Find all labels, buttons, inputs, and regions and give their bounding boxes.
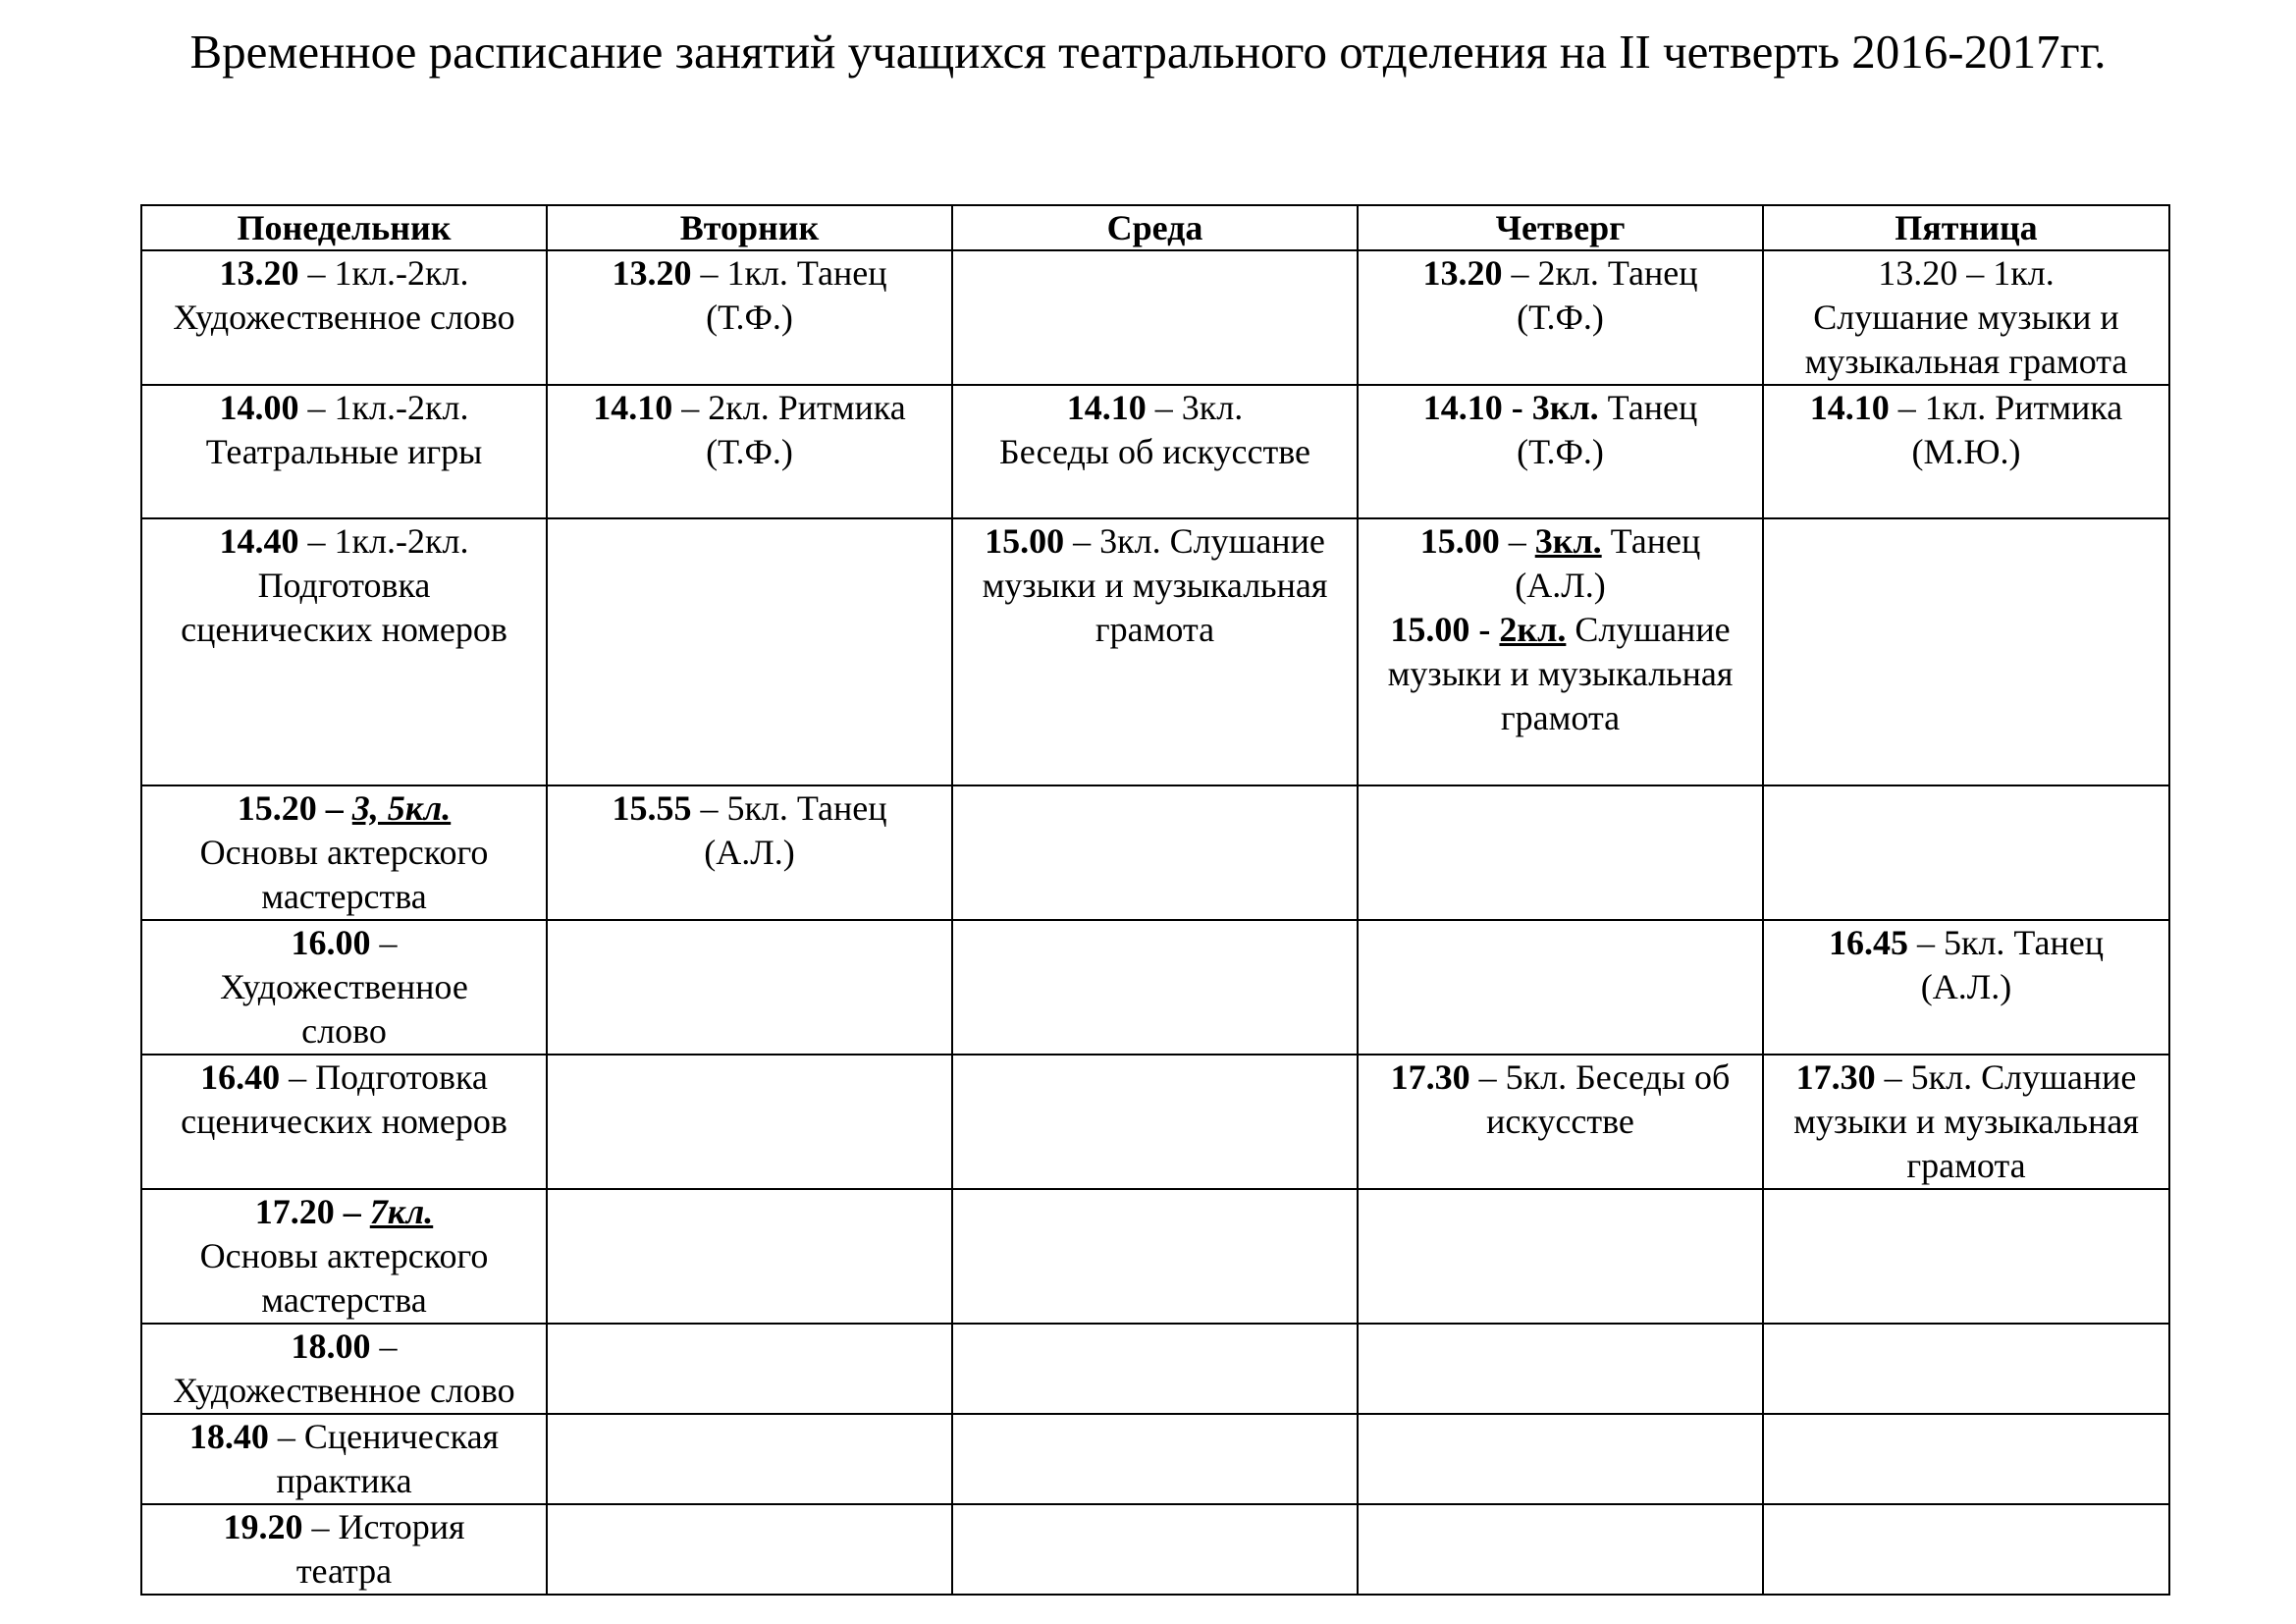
cell-mon bbox=[141, 385, 547, 518]
lesson-text: грамота bbox=[1095, 610, 1215, 649]
table-row bbox=[141, 250, 2169, 385]
day-header-thursday: Четверг bbox=[1358, 205, 1763, 250]
cell-wed bbox=[952, 1414, 1358, 1504]
lesson-text: – 5кл. Танец bbox=[1907, 923, 2105, 962]
table-row bbox=[141, 1324, 2169, 1414]
lesson-text: – Подготовка bbox=[280, 1057, 488, 1097]
cell-fri bbox=[1763, 385, 2169, 518]
lesson-text: искусстве bbox=[1486, 1102, 1634, 1141]
table-row bbox=[141, 1414, 2169, 1504]
cell-thu bbox=[1358, 1504, 1763, 1595]
day-header-tuesday: Вторник bbox=[547, 205, 952, 250]
teacher: (Т.Ф.) bbox=[1517, 298, 1604, 337]
cell-fri bbox=[1763, 250, 2169, 385]
lesson-text: музыки и музыкальная bbox=[1793, 1102, 2139, 1141]
lesson-text: Художественное bbox=[220, 967, 468, 1006]
cell-fri bbox=[1763, 1504, 2169, 1595]
cell-thu bbox=[1358, 1055, 1763, 1189]
lesson-text: грамота bbox=[1906, 1146, 2026, 1185]
time: 15.00 - bbox=[1390, 610, 1500, 649]
teacher: (А.Л.) bbox=[704, 833, 795, 872]
table-row bbox=[141, 1055, 2169, 1189]
cell-mon bbox=[141, 518, 547, 785]
class-label: 7кл. bbox=[369, 1192, 434, 1231]
table-row bbox=[141, 518, 2169, 785]
cell-tue bbox=[547, 920, 952, 1055]
lesson-text: театра bbox=[295, 1551, 393, 1591]
lesson-text: мастерства bbox=[261, 1280, 427, 1320]
time: 17.30 bbox=[1390, 1057, 1470, 1097]
lesson-text: Художественное слово bbox=[173, 1371, 515, 1410]
lesson-text: музыкальная грамота bbox=[1804, 342, 2128, 381]
cell-wed bbox=[952, 518, 1358, 785]
lesson-text: – История bbox=[302, 1507, 465, 1546]
cell-mon bbox=[141, 1414, 547, 1504]
time: 13.20 bbox=[612, 253, 692, 293]
lesson-text: – bbox=[1499, 521, 1535, 561]
time: 13.20 bbox=[1422, 253, 1503, 293]
lesson-text: – 3кл. bbox=[1146, 388, 1244, 427]
day-header-wednesday: Среда bbox=[952, 205, 1358, 250]
cell-mon bbox=[141, 250, 547, 385]
table-row bbox=[141, 1189, 2169, 1324]
time: 16.40 bbox=[200, 1057, 281, 1097]
lesson-text: Танец bbox=[1598, 388, 1698, 427]
cell-tue bbox=[547, 385, 952, 518]
lesson-text: – 5кл. Беседы об bbox=[1469, 1057, 1731, 1097]
cell-thu bbox=[1358, 250, 1763, 385]
page-title: Временное расписание занятий учащихся театрального отделения на II четверть 2016-2017гг. bbox=[189, 25, 2107, 79]
cell-fri bbox=[1763, 1189, 2169, 1324]
time: 15.00 bbox=[985, 521, 1065, 561]
lesson-text: – bbox=[370, 1326, 398, 1366]
cell-tue bbox=[547, 518, 952, 785]
cell-mon bbox=[141, 920, 547, 1055]
time: 14.10 - 3кл. bbox=[1422, 388, 1599, 427]
time: 18.40 bbox=[188, 1417, 269, 1456]
cell-wed bbox=[952, 1324, 1358, 1414]
lesson-text: практика bbox=[276, 1461, 412, 1500]
teacher: (А.Л.) bbox=[1920, 967, 2012, 1006]
cell-wed bbox=[952, 920, 1358, 1055]
time: 18.00 bbox=[291, 1326, 371, 1366]
cell-mon bbox=[141, 1504, 547, 1595]
cell-fri bbox=[1763, 920, 2169, 1055]
cell-mon bbox=[141, 1189, 547, 1324]
lesson-text: Слушание музыки и bbox=[1813, 298, 2119, 337]
lesson-text: – Сценическая bbox=[268, 1417, 500, 1456]
teacher: (М.Ю.) bbox=[1911, 432, 2021, 471]
lesson-text: сценических номеров bbox=[181, 1102, 507, 1141]
lesson-text: – 1кл. Ритмика bbox=[1889, 388, 2123, 427]
header-row bbox=[141, 205, 2169, 250]
teacher: (А.Л.) bbox=[1515, 566, 1606, 605]
cell-mon bbox=[141, 1055, 547, 1189]
lesson-text: сценических номеров bbox=[181, 610, 507, 649]
time: 14.10 bbox=[1809, 388, 1890, 427]
teacher: (Т.Ф.) bbox=[1517, 432, 1604, 471]
teacher: (Т.Ф.) bbox=[706, 298, 793, 337]
time: 17.30 bbox=[1795, 1057, 1876, 1097]
lesson-text: – 5кл. Танец bbox=[691, 788, 887, 828]
lesson-text: Художественное слово bbox=[173, 298, 515, 337]
day-header-friday: Пятница bbox=[1763, 205, 2169, 250]
lesson-text: – 1кл.-2кл. bbox=[298, 388, 469, 427]
lesson-text: музыки и музыкальная bbox=[982, 566, 1328, 605]
cell-wed bbox=[952, 1504, 1358, 1595]
class-label: 3, 5кл. bbox=[351, 788, 452, 828]
lesson-text: мастерства bbox=[261, 877, 427, 916]
cell-fri bbox=[1763, 518, 2169, 785]
lesson-text: – 2кл. Танец bbox=[1502, 253, 1698, 293]
cell-tue bbox=[547, 785, 952, 920]
cell-thu bbox=[1358, 518, 1763, 785]
lesson-text: 13.20 – 1кл. bbox=[1878, 253, 2055, 293]
cell-wed bbox=[952, 250, 1358, 385]
cell-thu bbox=[1358, 785, 1763, 920]
lesson-text: Театральные игры bbox=[205, 432, 483, 471]
day-header-monday: Понедельник bbox=[141, 205, 547, 250]
lesson-text: грамота bbox=[1500, 698, 1621, 737]
time: 15.00 bbox=[1419, 521, 1500, 561]
time: 13.20 bbox=[219, 253, 299, 293]
cell-fri bbox=[1763, 1414, 2169, 1504]
lesson-text: Слушание bbox=[1566, 610, 1731, 649]
cell-tue bbox=[547, 1324, 952, 1414]
cell-fri bbox=[1763, 1324, 2169, 1414]
time: 16.45 bbox=[1828, 923, 1908, 962]
class-label: 3кл. bbox=[1534, 521, 1602, 561]
cell-tue bbox=[547, 1504, 952, 1595]
cell-thu bbox=[1358, 385, 1763, 518]
cell-tue bbox=[547, 1414, 952, 1504]
cell-tue bbox=[547, 250, 952, 385]
teacher: (Т.Ф.) bbox=[706, 432, 793, 471]
lesson-text: – 3кл. Слушание bbox=[1064, 521, 1325, 561]
table-row bbox=[141, 385, 2169, 518]
table-row bbox=[141, 785, 2169, 920]
cell-fri bbox=[1763, 785, 2169, 920]
lesson-text: Основы актерского bbox=[199, 833, 489, 872]
lesson-text: – 5кл. Слушание bbox=[1875, 1057, 2137, 1097]
cell-thu bbox=[1358, 920, 1763, 1055]
cell-mon bbox=[141, 1324, 547, 1414]
time: 16.00 bbox=[291, 923, 371, 962]
table-row bbox=[141, 1504, 2169, 1595]
lesson-text: слово bbox=[301, 1011, 387, 1051]
time: 14.40 bbox=[219, 521, 299, 561]
cell-tue bbox=[547, 1189, 952, 1324]
lesson-text: музыки и музыкальная bbox=[1387, 654, 1734, 693]
cell-tue bbox=[547, 1055, 952, 1189]
cell-thu bbox=[1358, 1189, 1763, 1324]
time: 19.20 bbox=[223, 1507, 303, 1546]
lesson-text: – bbox=[370, 923, 398, 962]
lesson-text: – 1кл.-2кл. bbox=[298, 521, 469, 561]
time: 14.00 bbox=[219, 388, 299, 427]
time: 14.10 bbox=[593, 388, 673, 427]
class-label: 2кл. bbox=[1499, 610, 1567, 649]
lesson-text: Основы актерского bbox=[199, 1236, 489, 1275]
cell-wed bbox=[952, 785, 1358, 920]
lesson-text: – 2кл. Ритмика bbox=[672, 388, 906, 427]
time: 15.20 – bbox=[237, 788, 352, 828]
cell-wed bbox=[952, 385, 1358, 518]
time: 15.55 bbox=[612, 788, 692, 828]
cell-thu bbox=[1358, 1414, 1763, 1504]
lesson-text: Подготовка bbox=[257, 566, 431, 605]
lesson-text: – 1кл. Танец bbox=[691, 253, 887, 293]
table-row bbox=[141, 920, 2169, 1055]
lesson-text: Танец bbox=[1601, 521, 1701, 561]
cell-wed bbox=[952, 1189, 1358, 1324]
cell-thu bbox=[1358, 1324, 1763, 1414]
lesson-text: Беседы об искусстве bbox=[999, 432, 1310, 471]
cell-wed bbox=[952, 1055, 1358, 1189]
time: 17.20 – bbox=[254, 1192, 370, 1231]
cell-mon bbox=[141, 785, 547, 920]
time: 14.10 bbox=[1066, 388, 1147, 427]
cell-fri bbox=[1763, 1055, 2169, 1189]
schedule-table bbox=[140, 204, 2170, 1596]
lesson-text: – 1кл.-2кл. bbox=[298, 253, 469, 293]
